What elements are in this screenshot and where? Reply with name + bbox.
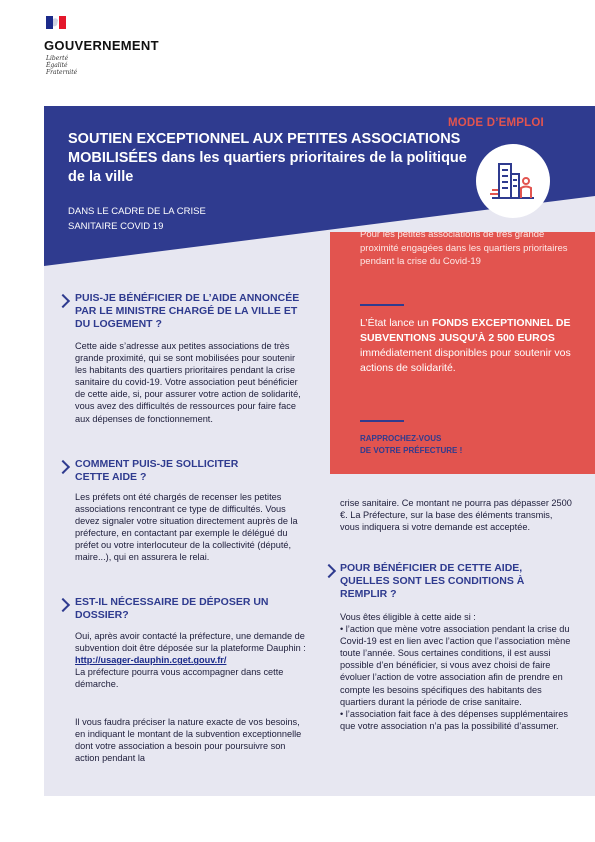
page-subtitle: DANS LE CADRE DE LA CRISE SANITAIRE COVID 19 (68, 206, 206, 232)
highlight-intro: Pour les petites associations de très grande proximité engagées dans les quartiers prioritaires pendant la crise du Covid-19 (360, 229, 568, 267)
divider (360, 304, 404, 306)
city-buildings-person-icon (476, 144, 550, 218)
logo-wordmark: GOUVERNEMENT (44, 38, 159, 53)
question-answer: Il vous faudra préciser la nature exacte de vos besoins, en indiquant le montant de la subvention exceptionnelle dont votre association a besoin pour poursuivre son action pendant la (75, 717, 302, 764)
question-answer: Vous êtes éligible à cette aide si : • l’action que mène votre association pendant la crise du Covid-19 est en lien avec l’action que l’association mène toute l’année. Sous certaines conditions, il est aussi possible d’en bénéficier, si vous avez choisi de faire évoluer l’action de votre association afin de prendre en compte les besoins spécifiques des habitants des quartiers durant la période de crise sanitaire. • l’association fait face à des dépenses supplémentaires que votre association n’a pas la possibilité d’assumer. (340, 612, 571, 731)
divider (360, 420, 404, 422)
dauphin-link[interactable]: http://usager-dauphin.cget.gouv.fr/ (75, 655, 227, 666)
question-answer: Cette aide s’adresse aux petites associations de très grande proximité, qui se sont mobilisées pour soutenir les habitants des quartiers prioritaires pendant la crise sanitaire du covid-19. Votre association peut bénéficier de cette aide, si, pour assurer votre action de solidarité, vous avez des difficultés de ressources pour faire face aux dépenses de fonctionnement. (75, 341, 301, 424)
call-to-action: RAPPROCHEZ-VOUS DE VOTRE PRÉFECTURE ! (360, 434, 463, 455)
mode-emploi-label: MODE D’EMPLOI (448, 117, 544, 129)
page-title: SOUTIEN EXCEPTIONNEL AUX PETITES ASSOCIATIONS MOBILISÉES dans les quartiers prioritaires de la politique de la ville (68, 131, 467, 185)
question-answer: Les préfets ont été chargés de recenser les petites associations rencontrant ce type de difficultés. Vous devez signaler votre situation directement auprès de la préfecture, en contactant par exemple le délégué du préfet ou votre interlocuteur de la collectivité (député, maire...), qui en assurera le relai. (75, 492, 298, 563)
marianne-flag-icon (46, 16, 66, 29)
logo-motto: Liberté Égalité Fraternité (46, 55, 78, 76)
question-heading: COMMENT PUIS-JE SOLLICITER CETTE AIDE ? (75, 458, 239, 483)
question-heading: PUIS-JE BÉNÉFICIER DE L’AIDE ANNONCÉE PAR LE MINISTRE CHARGÉ DE LA VILLE ET DU LOGEMENT ? (75, 292, 300, 330)
highlight-main-text: L’État lance un FONDS EXCEPTIONNEL DE SUBVENTIONS JUSQU’À 2 500 EUROS immédiatement disponibles pour soutenir vos actions de solidarité. (360, 317, 571, 374)
question-answer: crise sanitaire. Ce montant ne pourra pas dépasser 2500 €. La Préfecture, sur la base des éléments transmis, vous indiquera si votre demande est acceptée. (340, 498, 572, 533)
question-heading: POUR BÉNÉFICIER DE CETTE AIDE, QUELLES SONT LES CONDITIONS À REMPLIR ? (340, 562, 525, 600)
question-answer: Oui, après avoir contacté la préfecture, une demande de subvention doit être déposée sur la plateforme Dauphin : http://usager-dauphin.cget.gouv.fr/ La préfecture pourra vous accompagner dans cette démarche. (75, 631, 306, 690)
question-heading: EST-IL NÉCESSAIRE DE DÉPOSER UN DOSSIER? (75, 596, 269, 621)
